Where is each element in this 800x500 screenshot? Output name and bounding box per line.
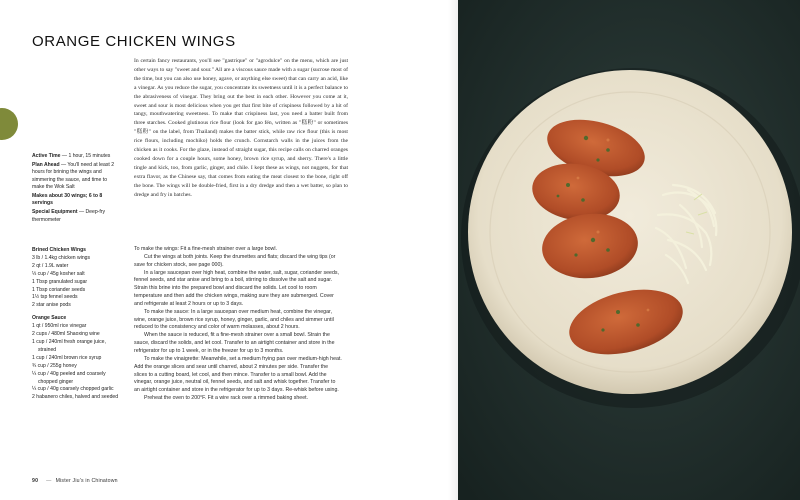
- ingredient-item: ¼ cup / 40g peeled and coarsely chopped ginger: [32, 370, 106, 385]
- method-step: In a large saucepan over high heat, combine the water, salt, sugar, coriander seeds, fennel seeds, and star anise and bring to a boil, stirring to dissolve the salt and sugar. Strain this brine into the prepared bowl and discard the solids. Let cool to room temperature and then add the chicken wings, making sure they are submerged. Cover and refrigerate at least 2 hours or up to 3 days.: [134, 269, 339, 307]
- ingredient-item: 2 habanero chiles, halved and seeded: [32, 394, 119, 401]
- ingredient-item: 1 cup / 240ml brown rice syrup: [32, 354, 102, 361]
- ingredient-item: ¼ cup / 40g coarsely chopped garlic: [32, 386, 114, 393]
- ingredient-list: [32, 247, 120, 407]
- ingredient-group: [32, 255, 120, 310]
- ingredient-group-heading: Brined Chicken Wings: [32, 247, 87, 253]
- method-step: Cut the wings at both joints. Keep the drumettes and flats; discard the wing tips (or save for chicken stock, see page 000).: [134, 253, 336, 268]
- ingredient-item: 2 cups / 480ml Shaoxing wine: [32, 331, 100, 338]
- ingredient-item: 1 cup / 240ml fresh orange juice, strained: [32, 338, 106, 353]
- meta-text: — 1 hour, 15 minutes: [60, 153, 111, 159]
- method-step: When the sauce is reduced, fit a fine-mesh strainer over a small bowl. Strain the sauce, discard the solids, and let cool. Transfer to an airtight container and store in the refrigerator for up to 1 week, or in the freezer for up to 3 months.: [134, 332, 335, 354]
- meta-line: [32, 153, 118, 160]
- meta-label: Makes about 30 wings; 6 to 8 servings: [32, 193, 103, 207]
- meta-text: — Deep-fry thermometer: [32, 209, 106, 223]
- ingredient-item: 1½ tsp fennel seeds: [32, 294, 78, 301]
- meta-label: Plan Ahead: [32, 162, 60, 169]
- ingredient-group-heading: Orange Sauce: [32, 315, 67, 322]
- meta-label: Special Equipment: [32, 209, 78, 216]
- ingredient-item: 1 Tbsp granulated sugar: [32, 278, 88, 285]
- meta-label: Active Time: [32, 153, 61, 159]
- chapter-tab-marker: [0, 108, 18, 140]
- photo-illustration: [458, 0, 800, 500]
- recipe-method: [134, 246, 342, 403]
- meta-line: [32, 162, 118, 191]
- recipe-meta: [32, 153, 118, 226]
- ingredient-item: 2 qt / 1.9L water: [32, 262, 69, 269]
- method-step: To make the sauce: In a large saucepan over medium heat, combine the vinegar, wine, orange juice, brown rice syrup, honey, ginger, garlic, and chiles and simmer until reduced to the consistency and color of warm molasses, about 2 hours.: [134, 308, 334, 331]
- ingredient-group: [32, 323, 120, 402]
- meta-line: [32, 209, 118, 223]
- running-head: Mister Jiu's in Chinatown: [55, 478, 118, 484]
- method-step: Preheat the oven to 200°F. Fit a wire rack over a rimmed baking sheet.: [144, 395, 309, 402]
- food-photo: [458, 0, 800, 500]
- recipe-headnote: In certain fancy restaurants, you'll see "gastrique" or "agrodulce" on the menu, which are just other ways to say "sweet and sour." All are a viscous sauce made with a sugar (sucrose most of the time, but you can also use honey, agave, or anything else sweet) that can carry an acid, like a vinegar. As you reduce the sugar, you concentrate its sweetness until it is a perfect balance to the abrasiveness of vinegar. They bring out the best in each other. However you come at it, sweet and sour is most delicious when you get that first bite of crispiness followed by a hit of tangy, mouthwatering sweetness. To make that crispiness last, you need a batter built from three starches. Cooked glutinous rice flour (look for gao fén, written as "糕粉" or sometimes "糕粉" on the label, from Thailand) makes the batter stick, while raw rice flour (this is most rice flours, including mochiko) holds the crunch. Cornstarch walls in the juices from the chicken as it cooks. For the glaze, instead of straight sugar, this recipe calls on charred oranges cooked down for a couple hours, some honey, brown rice syrup, and sherry. There's a little tingle and kick, too, from garlic, ginger, and chile. I kept these as wings, not nuggets, for that extra flavor, as the Chinese say, that comes from eating the meat closest to the bone, right off the bone. The wings will be double-fried, first in a dry dredge and then a wet batter, so plan to dredge and fry in batches.: [134, 58, 348, 198]
- recipe-title: ORANGE CHICKEN WINGS: [32, 33, 236, 50]
- ingredient-item: 2 star anise pods: [32, 302, 71, 309]
- ingredient-item: ⅓ cup / 45g kosher salt: [32, 270, 85, 277]
- ingredient-item: 1 qt / 950ml rice vinegar: [32, 323, 87, 330]
- footer-separator: —: [46, 478, 52, 484]
- method-step: To make the vinaigrette: Meanwhile, set a medium frying pan over medium-high heat. Add the orange slices and sear until charred, about 2 minutes per side. Transfer the slices to a cutting board, let cool, and then mince. Transfer to a small bowl. Add the vinegar, orange juice, neutral oil, fennel seeds, and salt and whisk together. Transfer to an airtight container and store in the refrigerator for up to 3 days. Re-whisk before using.: [134, 355, 342, 394]
- meta-line: [32, 193, 118, 207]
- ingredient-item: ¾ cup / 255g honey: [32, 362, 77, 369]
- meta-text: — You'll need at least 2 hours for brining the wings and simmering the sauce, and time to make the Wok Salt: [32, 162, 115, 190]
- page-footer: [32, 478, 118, 484]
- ingredient-item: 3 lb / 1.4kg chicken wings: [32, 254, 91, 261]
- method-step: To make the wings: Fit a fine-mesh strainer over a large bowl.: [134, 246, 277, 252]
- ingredient-item: 1 Tbsp coriander seeds: [32, 286, 86, 293]
- page-number: 90: [32, 478, 39, 484]
- gutter-shadow: [448, 0, 458, 500]
